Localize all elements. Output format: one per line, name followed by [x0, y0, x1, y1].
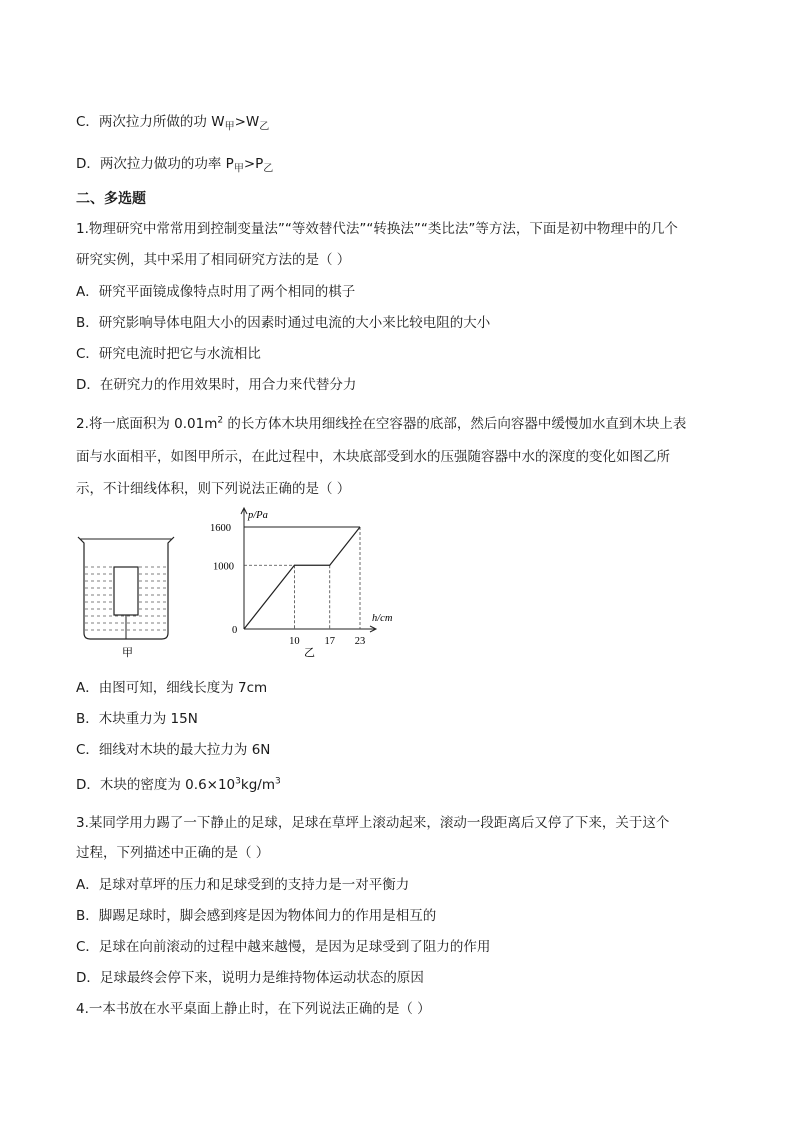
- q2-option-d: D．木块的密度为 $0.6\times 10^3kg/m^3$: [76, 776, 281, 793]
- q1-option-d: D．在研究力的作用效果时，用合力来代替分力: [76, 377, 357, 393]
- x-tick-label-23: 23: [354, 636, 366, 647]
- x-tick-label-17: 17: [324, 636, 335, 647]
- x-axis-label: h/cm: [372, 613, 393, 624]
- q2-stem-line3: 示，不计细线体积，则下列说法正确的是（ ）: [76, 481, 351, 497]
- y-tick-label-1000: 1000: [213, 561, 234, 573]
- y-tick-label-1600: 1600: [210, 523, 231, 534]
- q3-option-a: A．足球对草坪的压力和足球受到的支持力是一对平衡力: [76, 877, 410, 893]
- q1-stem-line1: 1.物理研究中常常用到控制变量法”“等效替代法”“转换法”“类比法”等方法，下面是初中物理中的几个: [76, 221, 678, 237]
- q3-option-d: D．足球最终会停下来，说明力是维持物体运动状态的原因: [76, 970, 424, 986]
- option-d-prev: D．两次拉力做功的功率 $P_甲>P_乙$: [76, 156, 274, 175]
- figure-left-caption: 甲: [122, 647, 133, 659]
- pressure-series-line: [244, 527, 360, 629]
- wood-block: [114, 567, 138, 615]
- q1-stem-line2: 研究实例，其中采用了相同研究方法的是（ ）: [76, 252, 351, 268]
- origin-label: 0: [232, 625, 238, 636]
- q2-option-a: A．由图可知，细线长度为 7cm: [76, 680, 268, 696]
- q1-option-a: A．研究平面镜成像特点时用了两个相同的棋子: [76, 284, 356, 300]
- q3-option-c: C．足球在向前滚动的过程中越来越慢，是因为足球受到了阻力的作用: [76, 939, 491, 955]
- q3-option-b: B．脚踢足球时，脚会感到疼是因为物体间力的作用是相互的: [76, 908, 437, 924]
- section-title: 二、多选题: [76, 191, 146, 207]
- q1-option-b: B．研究影响导体电阻大小的因素时通过电流的大小来比较电阻的大小: [76, 315, 491, 331]
- x-tick-label-10: 10: [289, 636, 300, 647]
- beaker-diagram: [78, 537, 174, 659]
- option-c-prev: C．两次拉力所做的功 $W_甲>W_乙$: [76, 114, 270, 133]
- q3-stem-line2: 过程，下列描述中正确的是（ ）: [76, 845, 270, 861]
- q3-stem-line1: 3.某同学用力踢了一下静止的足球，足球在草坪上滚动起来，滚动一段距离后又停了下来，关于这个: [76, 815, 670, 831]
- y-axis-label: p/Pa: [248, 510, 268, 521]
- q2-figure-svg: [70, 505, 410, 665]
- figure-right-caption: 乙: [304, 647, 315, 659]
- q2-figure: [70, 505, 410, 669]
- q2-option-b: B．木块重力为 15N: [76, 711, 198, 727]
- pressure-depth-graph: [210, 508, 393, 659]
- q2-stem-line1: 2.将一底面积为 $0.01m^2$ 的长方体木块用细线拴在空容器的底部，然后向容器中缓慢加水直到木块上表: [76, 415, 687, 432]
- q1-option-c: C．研究电流时把它与水流相比: [76, 346, 261, 362]
- q2-option-c: C．细线对木块的最大拉力为 6N: [76, 742, 271, 758]
- q2-stem-line2: 面与水面相平，如图甲所示，在此过程中，木块底部受到水的压强随容器中水的深度的变化如图乙所: [76, 449, 670, 465]
- q4-stem-line1: 4.一本书放在水平桌面上静止时，在下列说法正确的是（ ）: [76, 1001, 431, 1017]
